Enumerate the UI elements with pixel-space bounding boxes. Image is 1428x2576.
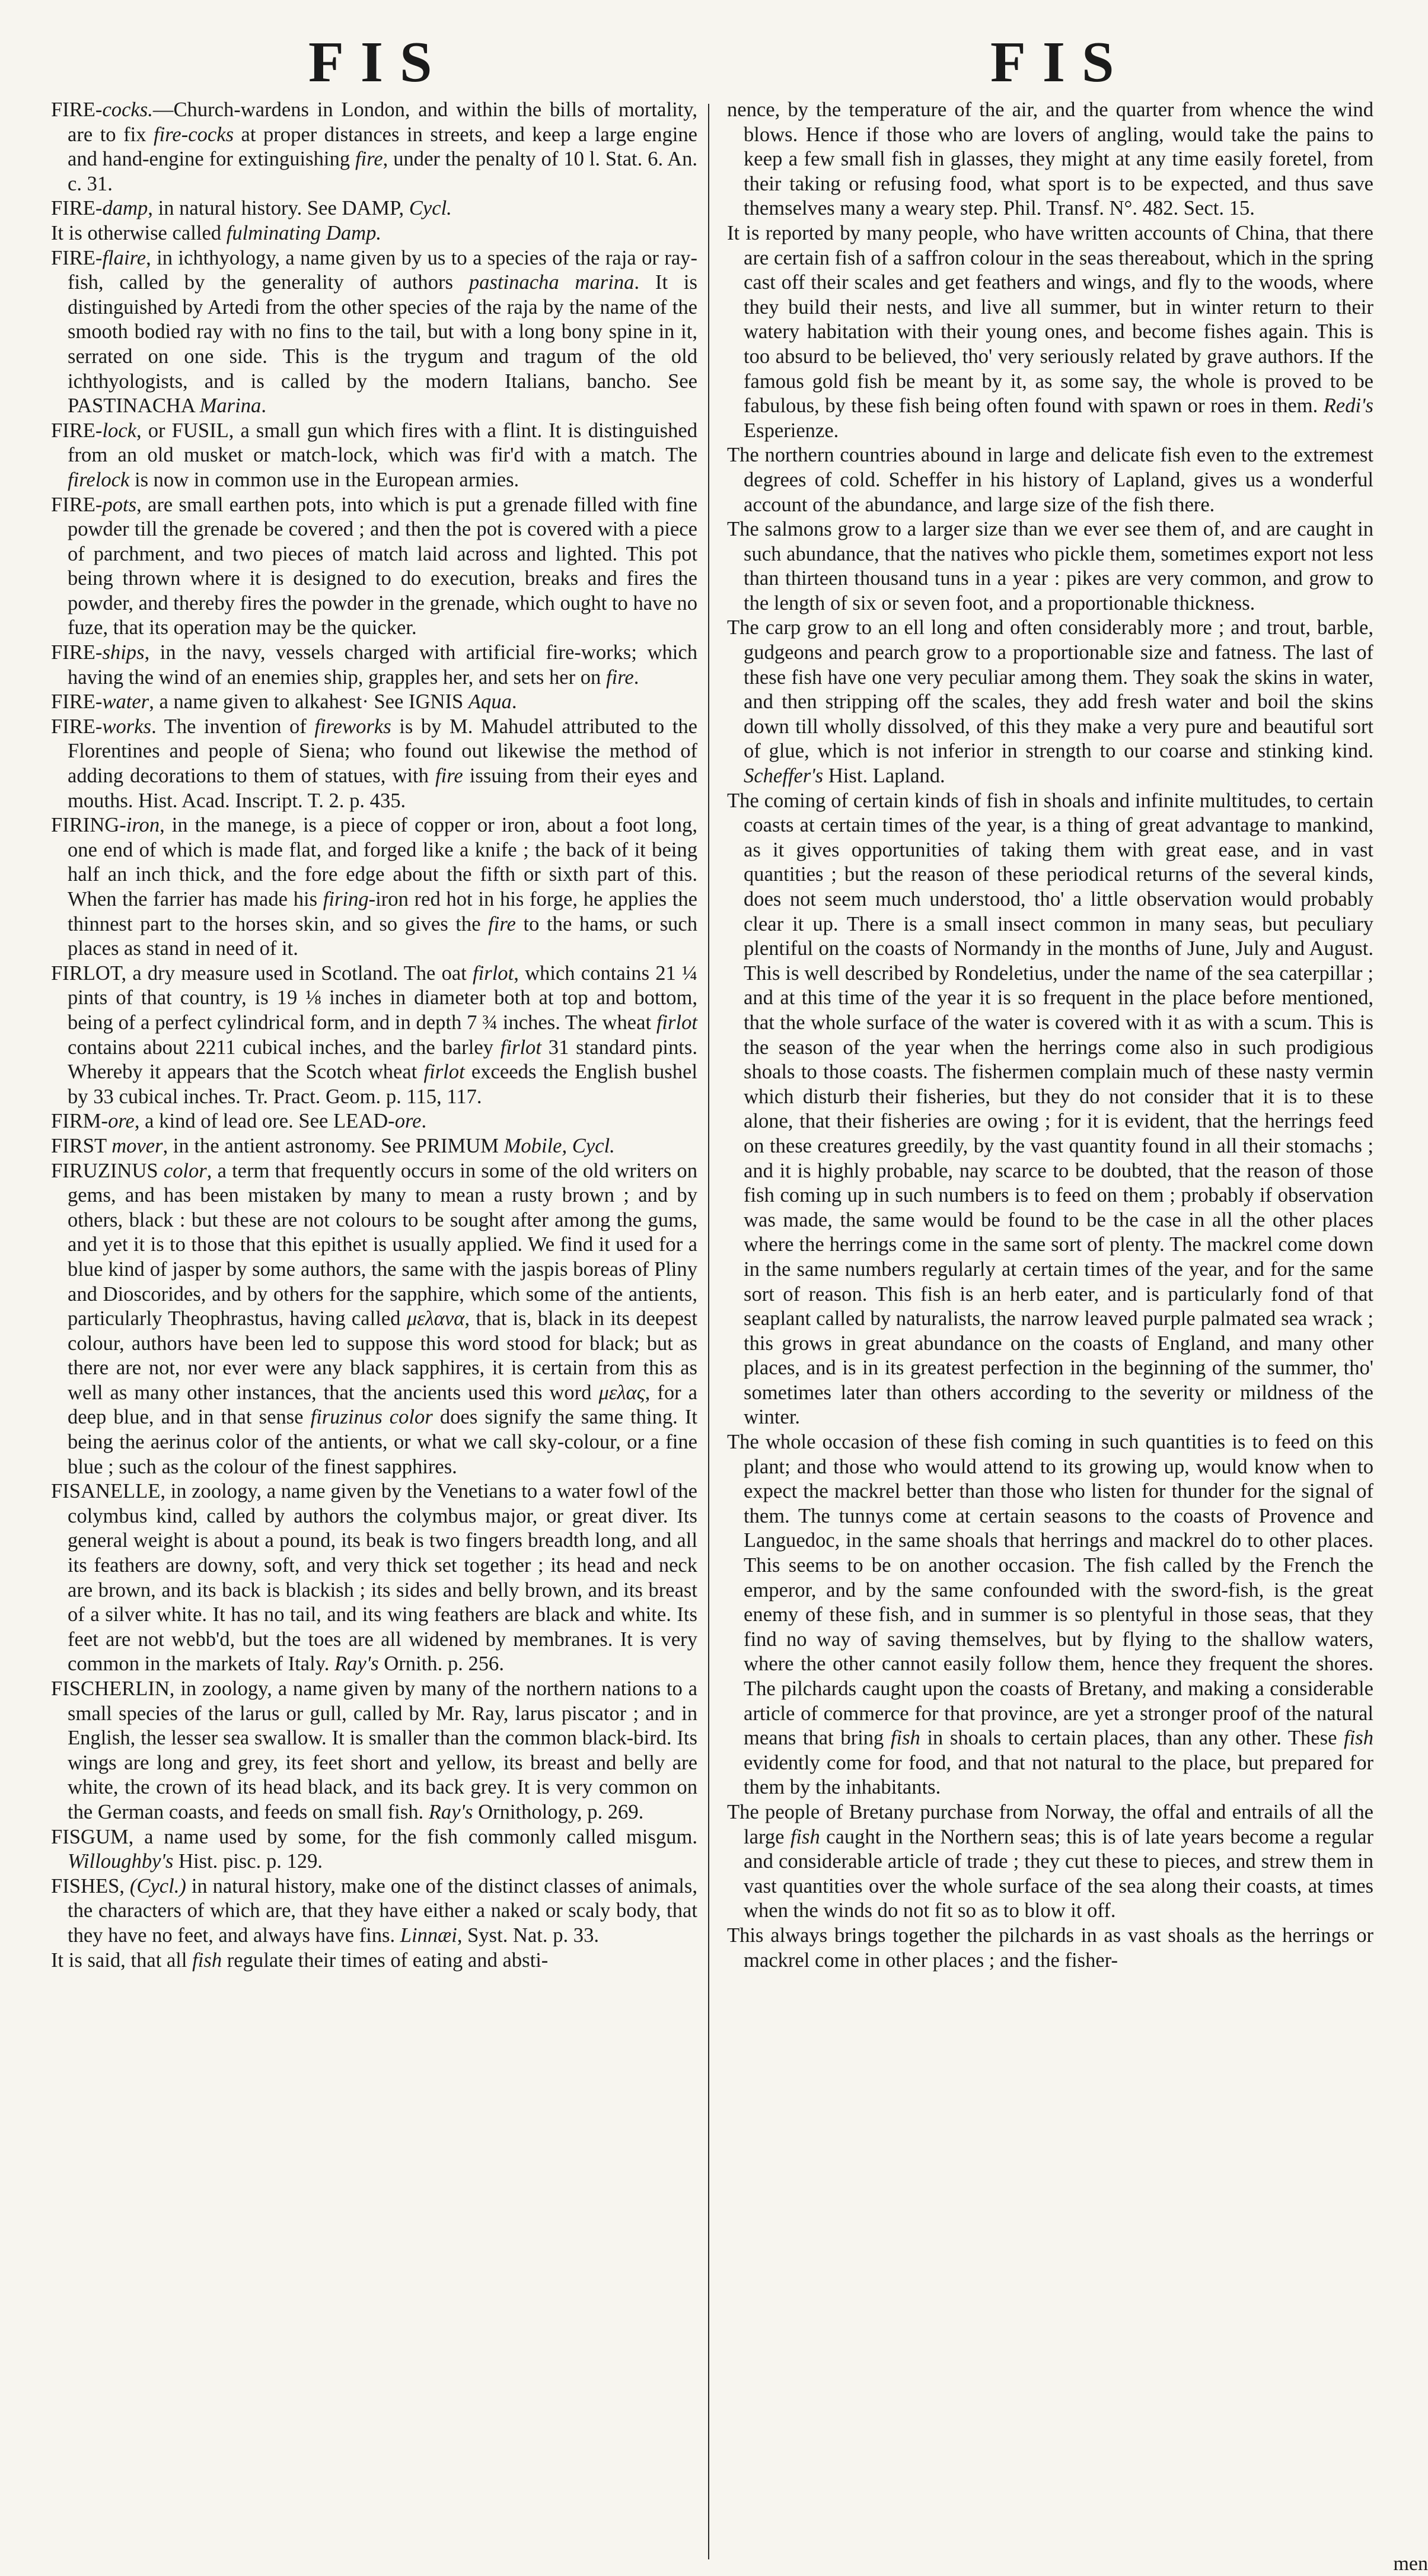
text-run: The whole occasion of these fish coming in such quantities is to feed on this plant; and those who would attend to its growing up, would know when to expect the mackrel better than those who listen for thunder for the signal of them. The tunnys come at certain seasons to the coasts of Provence and Languedoc, in the same shoals that herrings and mackrel do to other places. This seems to be on another occasion. The fish called by the French the emperor, and by the same confounded with the sword-fish, is the great enemy of these fish, and in summer is so plentyful in those seas, that they find no way of saving themselves, but by flying to the shallow waters, where the other cannot easily follow them, hence they frequent the shores. The pilchards caught upon the coasts of Bretany, and making a considerable article of commerce for that province, are yet a stronger proof of the natural means that bring	[727, 1431, 1373, 1750]
text-run: .	[511, 690, 517, 714]
text-run: The people of Bretany purchase from Norway, the offal and entrails of all the large	[727, 1800, 1373, 1848]
text-run: FIRE-	[51, 690, 103, 714]
italic-text: lock	[102, 419, 137, 442]
left-column-entry	[51, 641, 697, 690]
italic-text: damp	[102, 197, 148, 220]
right-column-entry	[727, 616, 1373, 788]
text-run: The carp grow to an ell long and often considerably more ; and trout, barble, gudgeons and pearch grow to a proportionable size and fatness. The last of these fish have one very peculiar among them. They soak the skins in water, and then stripping off the scales, they add fresh water and boil the skins down till wholly dissolved, of this they make a very pure and beautiful sort of glue, which is not inferior in strength to our coarse and stinking kind.	[727, 616, 1373, 763]
italic-text: pots	[102, 493, 137, 516]
left-column-entry	[51, 813, 697, 961]
left-column-entry	[51, 1479, 697, 1677]
italic-text: fireworks	[314, 715, 391, 738]
italic-text: fire	[435, 765, 463, 788]
text-run: does signify the same thing. It being the aerinus color of the antients, or what we call sky-colour, or a fine blue ; such as the colour of the finest sapphires.	[68, 1406, 697, 1478]
text-run: FIRE-	[51, 419, 103, 442]
text-run: It is reported by many people, who have written accounts of China, that there are certain fish of a saffron colour in the seas thereabout, which in the spring cast off their scales and get feathers and wings, and fly to the woods, where they build their nests, and live all summer, but in winter return to their watery habitation with their young ones, and become fishes again. This is too absurd to be believed, tho' very seriously related by grave authors. If the famous gold fish be meant by it, as some say, the whole is proved to be fabulous, by these fish being often found with spawn or roes in them.	[727, 221, 1373, 418]
text-run: issuing from their eyes and mouths. Hist. Acad. Inscript. T. 2. p. 435.	[68, 765, 698, 812]
text-run: regulate their times of eating and absti-	[222, 1948, 549, 1972]
italic-text: fire	[605, 666, 634, 689]
text-run: , in the antient astronomy. See PRIMUM	[162, 1134, 504, 1157]
text-run: , are small earthen pots, into which is put a grenade filled with fine powder till the grenade be covered ; and then the pot is covered with a piece of parchment, and two pieces of match laid across and lighted. This pot being thrown where it is designed to do execution, breaks and fires the powder, and thereby fires the powder in the grenade, which ought to have no fuze, that its operation may be the quicker.	[68, 493, 697, 639]
left-column-entry	[51, 246, 697, 419]
left-column-entry	[51, 715, 697, 813]
text-run: a name used by some, for the fish commonly called misgum.	[144, 1825, 697, 1848]
text-run: , or FUSIL, a small gun which fires with a flint. It is distinguished from an old musket or match-lock, which was fir'd with a match. The	[68, 419, 697, 467]
italic-text: Mobile, Cycl.	[503, 1134, 615, 1157]
column-divider	[708, 104, 709, 2559]
italic-text: Ray's	[428, 1800, 473, 1823]
text-run: , in the manege, is a piece of copper or iron, about a foot long, one end of which is made flat, and forged like a knife ; the back of it being half an inch thick, and the fore edge about the fifth or sixth part of this. When the farrier has made his	[68, 814, 697, 910]
italic-text: cocks.	[102, 98, 153, 121]
italic-text: pastinacha marina	[468, 271, 635, 294]
text-run: , a name given to alkahest· See IGNIS	[149, 690, 468, 714]
text-run: FISCHERLIN,	[51, 1677, 181, 1700]
text-run: evidently come for food, and that not natural to the place, but prepared for them by the inhabitants.	[744, 1751, 1373, 1799]
italic-text: firlot	[423, 1061, 465, 1084]
text-run: .	[633, 666, 639, 689]
right-column-entry	[727, 443, 1373, 517]
italic-text: firelock	[68, 468, 130, 491]
text-run: FIRM-	[51, 1110, 109, 1133]
left-column-entry	[51, 1109, 697, 1134]
italic-text: fish	[1344, 1727, 1373, 1750]
text-run: exceeds the English bushel by 33 cubical inches. Tr. Pract. Geom. p. 115, 117.	[68, 1061, 698, 1108]
left-column-entry	[51, 221, 697, 246]
text-run: -iron red hot in his forge, he applies the thinnest part to the horses skin, and so gives the	[68, 888, 697, 935]
text-run: FIRE-	[51, 641, 103, 664]
text-run: FIRE-	[51, 715, 103, 738]
italic-text: firuzinus color	[310, 1406, 433, 1429]
italic-text: fulminating Damp.	[226, 221, 382, 244]
text-run: Hist. pisc. p. 129.	[173, 1850, 323, 1873]
running-head-left: FIS	[308, 30, 449, 94]
text-run: FISGUM,	[51, 1825, 145, 1848]
italic-text: firlot	[656, 1011, 697, 1034]
text-run: nence, by the temperature of the air, and the quarter from whence the wind blows. Hence if those who are lovers of angling, would take the pains to keep a few small fish in glasses, they might at any time easily foretel, from their taking or refusing food, what sport is to be expected, and thus save themselves many a weary step. Phil. Transf. N°. 482. Sect. 15.	[727, 98, 1373, 220]
right-column-entry	[727, 221, 1373, 443]
left-column-entry	[51, 1677, 697, 1825]
italic-text: color	[163, 1159, 207, 1182]
text-run: , that is, black in its deepest colour, authors have been led to suppose this word stood for black; but as there are not, nor ever were any black sapphires, it is certain from this as well as many other instances, that the ancients used this word	[68, 1307, 697, 1404]
text-run: 31 standard pints. Whereby it appears that the Scotch wheat	[68, 1036, 698, 1084]
running-head-right: FIS	[990, 30, 1131, 94]
text-run: The northern countries abound in large and delicate fish even to the extremest degrees of cold. Scheffer in his history of Lapland, gives us a wonderful account of the abundance, and large size of the fish there.	[727, 444, 1373, 516]
text-run: , under the penalty of 10 l. Stat. 6. An. c. 31.	[68, 148, 697, 195]
italic-text: mover	[111, 1134, 163, 1157]
italic-text: firlot	[473, 961, 514, 985]
italic-text: fish	[890, 1727, 920, 1750]
text-run: .	[421, 1110, 427, 1133]
text-run: FIRING-	[51, 814, 126, 837]
italic-text: Ray's	[334, 1652, 379, 1676]
left-column-entry	[51, 1874, 697, 1948]
text-run: FIRLOT,	[51, 961, 133, 985]
text-run: . The invention of	[151, 715, 315, 738]
left-column-entry	[51, 690, 697, 715]
italic-text: Willoughby's	[68, 1850, 174, 1873]
italic-text: (Cycl.)	[129, 1874, 186, 1897]
text-run: , which contains 21 ¼ pints of that country, is 19 ⅛ inches in diameter both at top and bottom, being of a perfect cylindrical form, and in depth 7 ¾ inches. The wheat	[68, 961, 697, 1034]
catchword: men	[1393, 2553, 1428, 2575]
italic-text: μελανα	[406, 1307, 465, 1330]
text-run: FISANELLE,	[51, 1480, 171, 1503]
italic-text: flaire	[102, 246, 146, 269]
italic-text: fish	[790, 1825, 820, 1848]
italic-text: fire	[488, 912, 516, 935]
text-run: to the hams, or such places as stand in need of it.	[68, 912, 697, 960]
italic-text: μελας	[598, 1381, 645, 1404]
text-run: , in the navy, vessels charged with artificial fire-works; which having the wind of an enemies ship, grapples her, and sets her on	[68, 641, 697, 689]
text-run: . It is distinguished by Artedi from the other species of the raja by the name of the smooth bodied ray with no fins to the tail, but with a long bony spine in it, serrated on one side. This is the trygum and tragum of the old ichthyologists, and is called by the modern Italians, bancho. See PASTINACHA	[68, 271, 697, 418]
text-run: The salmons grow to a larger size than we ever see them of, and are caught in such abundance, that the natives who pickle them, sometimes export not less than thirteen thousand tuns in a year : pikes are very common, and grow to the length of six or seven foot, and a proportionable thickness.	[727, 518, 1373, 614]
text-run: is now in common use in the European armies.	[129, 468, 519, 491]
text-run: , in ichthyology, a name given by us to a species of the raja or ray-fish, called by the generality of authors	[68, 246, 697, 294]
italic-text: Scheffer's	[744, 765, 824, 788]
left-column-entry	[51, 493, 697, 641]
right-column-entry	[727, 1800, 1373, 1924]
right-column-entry	[727, 1430, 1373, 1800]
text-run: —Church-wardens in London, and within the bills of mortality, are to fix	[68, 98, 697, 146]
text-run: in zoology, a name given by many of the northern nations to a small species of the larus or gull, called by Mr. Ray, larus piscator ; and in English, the lesser sea swallow. It is smaller than the common black-bird. Its wings are long and grey, its feet short and yellow, its breast and belly are white, the crown of its head black, and its back grey. It is very common on the German coasts, and feeds on small fish.	[68, 1677, 698, 1823]
text-run: in shoals to certain places, than any other. These	[920, 1727, 1344, 1750]
text-run: FISHES,	[51, 1874, 130, 1897]
italic-text: ships	[102, 641, 145, 664]
text-run: Hist. Lapland.	[823, 765, 945, 788]
text-columns	[51, 98, 1373, 2571]
text-run: It is said, that all	[51, 1948, 193, 1972]
italic-text: Marina	[199, 394, 262, 418]
left-column-entry	[51, 1948, 697, 1973]
text-run: This always brings together the pilchards in as vast shoals as the herrings or mackrel come in other places ; and the fisher-	[727, 1924, 1373, 1972]
italic-text: fire-cocks	[154, 123, 234, 146]
italic-text: Cycl.	[409, 197, 452, 220]
right-column-entry	[727, 789, 1373, 1430]
text-run: a dry measure used in Scotland. The oat	[132, 961, 473, 985]
text-run: FIRE-	[51, 246, 103, 269]
italic-text: works	[102, 715, 152, 738]
text-run: caught in the Northern seas; this is of late years become a regular and considerable article of trade ; they cut these to pieces, and strew them in vast quantities over the whole surface of the sea along their coasts, at times when the winds do not fit so as to blow it off.	[744, 1825, 1373, 1922]
text-run: Ornith. p. 256.	[378, 1652, 504, 1676]
text-run: , a kind of lead ore. See LEAD-	[134, 1110, 395, 1133]
left-column-entry	[51, 1134, 697, 1159]
text-run: It is otherwise called	[51, 221, 227, 244]
italic-text: fish	[192, 1948, 222, 1972]
italic-text: fire	[355, 148, 383, 171]
left-column	[51, 98, 697, 1973]
left-column-entry	[51, 98, 697, 196]
text-run: in natural history, make one of the distinct classes of animals, the characters of which are, that they have either a naked or scaly body, that they have no feet, and always have fins.	[68, 1874, 697, 1947]
text-run: , for a deep blue, and in that sense	[68, 1381, 697, 1429]
running-heads	[0, 30, 1428, 98]
text-run: , in natural history. See DAMP,	[148, 197, 409, 220]
italic-text: firlot	[500, 1036, 541, 1059]
text-run: FIRUZINUS	[51, 1159, 164, 1182]
text-run: The coming of certain kinds of fish in shoals and infinite multitudes, to certain coasts at certain times of the year, is a thing of great advantage to mankind, as it gives opportunities of taking them with great ease, and in vast quantities ; but the reason of these periodical returns of the several kinds, does not seem much understood, tho' a little observation would probably clear it up. There is a small insect common in many seas, but peculiary plentiful on the coasts of Normandy in the months of June, July and August. This is well described by Rondeletius, under the name of the sea caterpillar ; and at this time of the year it is so frequent in the place before mentioned, that the whole surface of the water is covered with it as with a scum. This is the season of the year when the herrings come also in such prodigious shoals to those coasts. The fishermen complain much of these nasty vermin which disturb their fisheries, but they do not consider that it is to these alone, that their fisheries are owing ; for it is evident, that the herrings feed on these creatures greedily, by the vast quantity found in all their stomachs ; and it is highly probable, nay scarce to be doubted, that the reason of those fish coming up in such numbers is to feed on them ; probably if observation was made, the same would be found to be the case in all the other places where the herrings come in the same sort of plenty. The mackrel come down in the same numbers regularly at certain times of the year, and for the same sort of reason. This fish is an herb eater, and is particularly fond of that seaplant called by naturalists, the narrow leaved purple palmated sea wrack ; this grows in great abundance on the coasts of England, and many other places, and is in its greatest perfection in the beginning of the summer, tho' sometimes later than others according to the severity or mildness of the winter.	[727, 789, 1373, 1429]
italic-text: water	[102, 690, 149, 714]
text-run: in zoology, a name given by the Venetians to a water fowl of the colymbus kind, called by authors the colymbus major, or great diver. Its general weight is about a pound, its beak is two fingers breadth long, and all its feathers are downy, soft, and very thick set together ; its head and neck are brown, and its back is blackish ; its sides and belly brown, and its breast of a silver white. It has no tail, and its wing feathers are black and white. Its feet are not webb'd, but the toes are all widened by membranes. It is very common in the markets of Italy.	[68, 1480, 697, 1676]
text-run: contains about 2211 cubical inches, and the barley	[68, 1036, 501, 1059]
italic-text: Redi's	[1323, 394, 1373, 418]
text-run: is by M. Mahudel attributed to the Florentines and people of Siena; who found out likewise the method of adding decorations to them of statues, with	[68, 715, 697, 788]
right-column-entry	[727, 98, 1373, 221]
italic-text: Linnæi	[400, 1924, 457, 1947]
text-run: FIRE-	[51, 98, 103, 121]
text-run: FIRST	[51, 1134, 112, 1157]
left-column-entry	[51, 419, 697, 493]
text-run: .	[261, 394, 266, 418]
text-run: Ornithology, p. 269.	[473, 1800, 644, 1823]
left-column-entry	[51, 1825, 697, 1874]
italic-text: ore	[394, 1110, 422, 1133]
italic-text: Aqua	[468, 690, 512, 714]
text-run: , a term that frequently occurs in some of the old writers on gems, and has been mistaken by many to mean a rusty brown ; and by others, black : but these are not colours to be sought after among the gums, and yet it is to those that this epithet is usually applied. We find it used for a blue kind of jasper by some authors, the same with the jaspis boreas of Pliny and Dioscorides, and by others for the sapphire, which some of the antients, particularly Theophrastus, having called	[68, 1159, 698, 1330]
left-column-entry	[51, 961, 697, 1110]
text-run: FIRE-	[51, 197, 103, 220]
italic-text: iron	[126, 814, 160, 837]
right-column	[727, 98, 1373, 1973]
left-column-entry	[51, 1159, 697, 1480]
text-run: Esperienze.	[744, 419, 839, 442]
italic-text: firing	[323, 888, 369, 910]
right-column-entry	[727, 1924, 1373, 1973]
right-column-entry	[727, 517, 1373, 616]
italic-text: ore	[108, 1110, 135, 1133]
left-column-entry	[51, 196, 697, 221]
text-run: at proper distances in streets, and keep a large engine and hand-engine for extinguishing	[68, 123, 697, 171]
text-run: FIRE-	[51, 493, 103, 516]
text-run: , Syst. Nat. p. 33.	[457, 1924, 600, 1947]
